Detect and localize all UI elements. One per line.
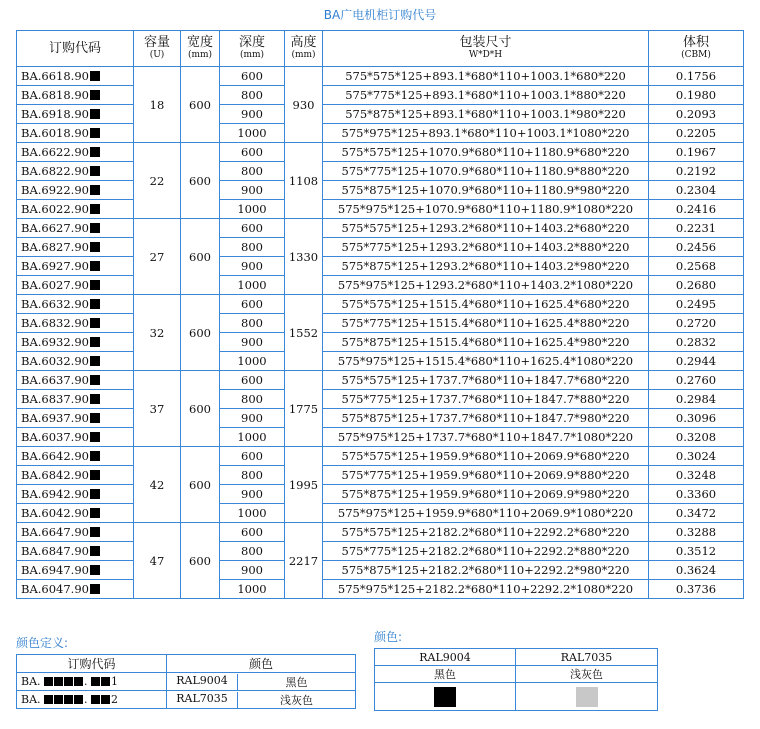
order-code-cell — [17, 485, 134, 504]
color-placeholder-block — [90, 508, 100, 518]
order-code-cell — [17, 466, 134, 485]
depth-cell: 1000 — [220, 200, 285, 219]
order-code-cell — [17, 428, 134, 447]
pack-size-cell: 575*575*125+1070.9*680*110+1180.9*680*220 — [323, 143, 649, 162]
height-cell: 1995 — [285, 447, 323, 523]
order-code: BA.6847.90 — [21, 544, 89, 558]
color-placeholder-block — [90, 546, 100, 556]
pack-size-cell: 575*575*125+1293.2*680*110+1403.2*680*220 — [323, 219, 649, 238]
order-code: BA.6927.90 — [21, 259, 89, 273]
order-code-cell — [17, 447, 134, 466]
swatch-color-name: 浅灰色 — [516, 666, 658, 683]
volume-cell: 0.2231 — [649, 219, 744, 238]
width-cell: 600 — [181, 371, 220, 447]
volume-cell: 0.1980 — [649, 86, 744, 105]
pack-size-cell: 575*775*125+1515.4*680*110+1625.4*880*220 — [323, 314, 649, 333]
depth-cell: 600 — [220, 523, 285, 542]
pack-size-cell: 575*975*125+1515.4*680*110+1625.4*1080*220 — [323, 352, 649, 371]
color-placeholder-block — [90, 109, 100, 119]
table-row — [17, 523, 744, 542]
color-placeholder-block — [90, 71, 100, 81]
order-code-cell — [17, 580, 134, 599]
pack-size-cell: 575*975*125+893.1*680*110+1003.1*1080*220 — [323, 124, 649, 143]
color-placeholder-block — [90, 413, 100, 423]
order-code: BA.6837.90 — [21, 392, 89, 406]
table-row — [17, 580, 744, 599]
table-row — [17, 314, 744, 333]
pack-size-cell: 575*875*125+1070.9*680*110+1180.9*980*220 — [323, 181, 649, 200]
depth-cell: 1000 — [220, 580, 285, 599]
placeholder-square — [101, 695, 110, 704]
color-name: 黑色 — [285, 675, 308, 689]
pack-size-cell: 575*775*125+1959.9*680*110+2069.9*880*220 — [323, 466, 649, 485]
capacity-cell: 18 — [134, 67, 181, 143]
code-separator: . — [84, 675, 88, 688]
volume-cell: 0.3624 — [649, 561, 744, 580]
code-prefix: BA. — [21, 693, 41, 706]
color-swatch — [576, 687, 598, 707]
order-code-table — [16, 30, 744, 599]
volume-cell: 0.3360 — [649, 485, 744, 504]
color-placeholder-block — [90, 584, 100, 594]
depth-cell: 900 — [220, 181, 285, 200]
order-code-cell — [17, 86, 134, 105]
order-code-cell — [17, 143, 134, 162]
volume-cell: 0.2304 — [649, 181, 744, 200]
color-placeholder-block — [90, 299, 100, 309]
table-row — [17, 561, 744, 580]
order-code: BA.6618.90 — [21, 69, 89, 83]
placeholder-square — [64, 677, 73, 686]
color-placeholder-block — [90, 204, 100, 214]
depth-cell: 600 — [220, 219, 285, 238]
order-code-cell — [17, 523, 134, 542]
swatch-cell — [516, 683, 658, 711]
swatch-cell — [375, 683, 516, 711]
pack-size-cell: 575*875*125+1515.4*680*110+1625.4*980*220 — [323, 333, 649, 352]
volume-cell: 0.1756 — [649, 67, 744, 86]
table-row — [17, 238, 744, 257]
volume-cell: 0.2944 — [649, 352, 744, 371]
table-row — [17, 466, 744, 485]
height-cell: 1330 — [285, 219, 323, 295]
color-placeholder-block — [90, 375, 100, 385]
cdef-row — [17, 691, 356, 709]
order-code: BA.6932.90 — [21, 335, 89, 349]
order-code-cell — [17, 105, 134, 124]
placeholder-square — [64, 695, 73, 704]
capacity-cell: 22 — [134, 143, 181, 219]
volume-cell: 0.2720 — [649, 314, 744, 333]
order-code-cell — [17, 238, 134, 257]
cdef-code-cell — [17, 673, 167, 691]
volume-cell: 0.2984 — [649, 390, 744, 409]
width-cell: 600 — [181, 143, 220, 219]
pack-size-cell: 575*975*125+1737.7*680*110+1847.7*1080*220 — [323, 428, 649, 447]
height-cell: 1108 — [285, 143, 323, 219]
volume-cell: 0.2680 — [649, 276, 744, 295]
cdef-row — [17, 673, 356, 691]
pack-size-cell: 575*775*125+1070.9*680*110+1180.9*880*220 — [323, 162, 649, 181]
cdef-header-code: 订购代码 — [17, 655, 167, 673]
color-placeholder-block — [90, 527, 100, 537]
color-placeholder-block — [90, 280, 100, 290]
depth-cell: 1000 — [220, 352, 285, 371]
color-placeholder-block — [90, 261, 100, 271]
order-code: BA.6042.90 — [21, 506, 89, 520]
volume-cell: 0.2192 — [649, 162, 744, 181]
order-code-cell — [17, 333, 134, 352]
order-code: BA.6047.90 — [21, 582, 89, 596]
order-code-cell — [17, 295, 134, 314]
placeholder-square — [74, 695, 83, 704]
table-row — [17, 409, 744, 428]
capacity-cell: 37 — [134, 371, 181, 447]
width-cell: 600 — [181, 295, 220, 371]
volume-cell: 0.3208 — [649, 428, 744, 447]
color-placeholder-block — [90, 147, 100, 157]
depth-cell: 900 — [220, 333, 285, 352]
width-cell: 600 — [181, 523, 220, 599]
pack-size-cell: 575*875*125+893.1*680*110+1003.1*980*220 — [323, 105, 649, 124]
order-code: BA.6942.90 — [21, 487, 89, 501]
table-row — [17, 276, 744, 295]
header-width: 宽度 (mm) — [181, 31, 220, 67]
order-code: BA.6027.90 — [21, 278, 89, 292]
table-row — [17, 86, 744, 105]
depth-cell: 900 — [220, 257, 285, 276]
placeholder-square — [44, 677, 53, 686]
pack-size-cell: 575*975*125+2182.2*680*110+2292.2*1080*220 — [323, 580, 649, 599]
table-row — [17, 257, 744, 276]
order-code-cell — [17, 257, 134, 276]
placeholder-square — [54, 695, 63, 704]
order-code-cell — [17, 67, 134, 86]
depth-cell: 800 — [220, 390, 285, 409]
volume-cell: 0.3472 — [649, 504, 744, 523]
order-code-cell — [17, 352, 134, 371]
color-placeholder-block — [90, 356, 100, 366]
table-row — [17, 67, 744, 86]
depth-cell: 600 — [220, 143, 285, 162]
volume-cell: 0.2456 — [649, 238, 744, 257]
volume-cell: 0.3248 — [649, 466, 744, 485]
depth-cell: 1000 — [220, 124, 285, 143]
order-code-cell — [17, 124, 134, 143]
color-placeholder-block — [90, 166, 100, 176]
capacity-cell: 27 — [134, 219, 181, 295]
order-code: BA.6827.90 — [21, 240, 89, 254]
pack-size-cell: 575*975*125+1293.2*680*110+1403.2*1080*220 — [323, 276, 649, 295]
color-placeholder-block — [90, 470, 100, 480]
ral-code: RAL7035 — [167, 692, 238, 708]
order-code: BA.6937.90 — [21, 411, 89, 425]
color-placeholder-block — [90, 90, 100, 100]
depth-cell: 900 — [220, 485, 285, 504]
order-code: BA.6637.90 — [21, 373, 89, 387]
volume-cell: 0.2205 — [649, 124, 744, 143]
volume-cell: 0.2495 — [649, 295, 744, 314]
order-code-cell — [17, 219, 134, 238]
pack-size-cell: 575*775*125+2182.2*680*110+2292.2*880*220 — [323, 542, 649, 561]
pack-size-cell: 575*975*125+1959.9*680*110+2069.9*1080*220 — [323, 504, 649, 523]
volume-cell: 0.3096 — [649, 409, 744, 428]
order-code: BA.6018.90 — [21, 126, 89, 140]
volume-cell: 0.1967 — [649, 143, 744, 162]
color-placeholder-block — [90, 318, 100, 328]
color-name: 浅灰色 — [280, 693, 313, 707]
order-code-cell — [17, 561, 134, 580]
depth-cell: 800 — [220, 238, 285, 257]
depth-cell: 1000 — [220, 428, 285, 447]
volume-cell: 0.3288 — [649, 523, 744, 542]
order-code: BA.6647.90 — [21, 525, 89, 539]
depth-cell: 800 — [220, 314, 285, 333]
pack-size-cell: 575*575*125+893.1*680*110+1003.1*680*220 — [323, 67, 649, 86]
volume-cell: 0.2760 — [649, 371, 744, 390]
depth-cell: 900 — [220, 105, 285, 124]
order-code: BA.6032.90 — [21, 354, 89, 368]
color-placeholder-block — [90, 394, 100, 404]
height-cell: 1775 — [285, 371, 323, 447]
pack-size-cell: 575*775*125+893.1*680*110+1003.1*880*220 — [323, 86, 649, 105]
header-pack-size: 包装尺寸 W*D*H — [323, 31, 649, 67]
header-depth: 深度 (mm) — [220, 31, 285, 67]
table-row — [17, 333, 744, 352]
table-row — [17, 485, 744, 504]
depth-cell: 1000 — [220, 276, 285, 295]
depth-cell: 900 — [220, 409, 285, 428]
capacity-cell: 32 — [134, 295, 181, 371]
table-row — [17, 504, 744, 523]
volume-cell: 0.2568 — [649, 257, 744, 276]
depth-cell: 800 — [220, 86, 285, 105]
pack-size-cell: 575*775*125+1737.7*680*110+1847.7*880*220 — [323, 390, 649, 409]
volume-cell: 0.2093 — [649, 105, 744, 124]
swatch-ral-label: RAL7035 — [516, 649, 658, 666]
depth-cell: 900 — [220, 561, 285, 580]
order-code-cell — [17, 314, 134, 333]
capacity-cell: 47 — [134, 523, 181, 599]
volume-cell: 0.2832 — [649, 333, 744, 352]
volume-cell: 0.3736 — [649, 580, 744, 599]
table-header-row — [17, 31, 744, 67]
width-cell: 600 — [181, 67, 220, 143]
color-definition-heading: 颜色定义: — [16, 636, 69, 650]
order-code: BA.6037.90 — [21, 430, 89, 444]
pack-size-cell: 575*575*125+1515.4*680*110+1625.4*680*220 — [323, 295, 649, 314]
table-row — [17, 390, 744, 409]
order-code: BA.6818.90 — [21, 88, 89, 102]
placeholder-square — [91, 677, 100, 686]
table-row — [17, 200, 744, 219]
order-code-cell — [17, 371, 134, 390]
height-cell: 1552 — [285, 295, 323, 371]
table-row — [17, 105, 744, 124]
height-cell: 2217 — [285, 523, 323, 599]
placeholder-square — [74, 677, 83, 686]
order-code: BA.6832.90 — [21, 316, 89, 330]
ral-code: RAL9004 — [167, 674, 238, 690]
pack-size-cell: 575*575*125+1737.7*680*110+1847.7*680*220 — [323, 371, 649, 390]
depth-cell: 800 — [220, 466, 285, 485]
page-title: BA广电机柜订购代号 — [323, 8, 437, 22]
color-placeholder-block — [90, 128, 100, 138]
color-placeholder-block — [90, 432, 100, 442]
table-row — [17, 181, 744, 200]
placeholder-square — [91, 695, 100, 704]
order-code-cell — [17, 181, 134, 200]
code-separator: . — [84, 693, 88, 706]
pack-size-cell: 575*975*125+1070.9*680*110+1180.9*1080*220 — [323, 200, 649, 219]
table-body — [17, 67, 744, 599]
order-code: BA.6842.90 — [21, 468, 89, 482]
colors-heading: 颜色: — [374, 630, 403, 644]
color-swatch — [434, 687, 456, 707]
order-code-cell — [17, 276, 134, 295]
depth-cell: 600 — [220, 447, 285, 466]
swatch-color-name: 黑色 — [375, 666, 516, 683]
order-code-cell — [17, 409, 134, 428]
swatch-ral-label: RAL9004 — [375, 649, 516, 666]
order-code: BA.6022.90 — [21, 202, 89, 216]
color-placeholder-block — [90, 489, 100, 499]
color-placeholder-block — [90, 451, 100, 461]
order-code-cell — [17, 542, 134, 561]
depth-cell: 600 — [220, 67, 285, 86]
pack-size-cell: 575*575*125+1959.9*680*110+2069.9*680*220 — [323, 447, 649, 466]
placeholder-square — [101, 677, 110, 686]
cdef-header-color: 颜色 — [167, 655, 356, 673]
volume-cell: 0.3024 — [649, 447, 744, 466]
table-row — [17, 219, 744, 238]
header-volume: 体积 (CBM) — [649, 31, 744, 67]
order-code: BA.6642.90 — [21, 449, 89, 463]
cdef-code-cell — [17, 691, 167, 709]
depth-cell: 600 — [220, 295, 285, 314]
table-row — [17, 124, 744, 143]
table-row — [17, 143, 744, 162]
cdef-color-cell — [167, 691, 356, 709]
pack-size-cell: 575*875*125+1959.9*680*110+2069.9*980*220 — [323, 485, 649, 504]
header-capacity: 容量 (U) — [134, 31, 181, 67]
color-placeholder-block — [90, 242, 100, 252]
order-code: BA.6632.90 — [21, 297, 89, 311]
pack-size-cell: 575*775*125+1293.2*680*110+1403.2*880*220 — [323, 238, 649, 257]
width-cell: 600 — [181, 447, 220, 523]
order-code: BA.6627.90 — [21, 221, 89, 235]
table-row — [17, 428, 744, 447]
height-cell: 930 — [285, 67, 323, 143]
volume-cell: 0.3512 — [649, 542, 744, 561]
pack-size-cell: 575*875*125+2182.2*680*110+2292.2*980*220 — [323, 561, 649, 580]
order-code: BA.6922.90 — [21, 183, 89, 197]
depth-cell: 600 — [220, 371, 285, 390]
placeholder-square — [54, 677, 63, 686]
pack-size-cell: 575*875*125+1293.2*680*110+1403.2*980*220 — [323, 257, 649, 276]
depth-cell: 800 — [220, 162, 285, 181]
header-code: 订购代码 — [17, 31, 134, 67]
table-row — [17, 371, 744, 390]
color-placeholder-block — [90, 185, 100, 195]
cdef-color-cell — [167, 673, 356, 691]
capacity-cell: 42 — [134, 447, 181, 523]
table-row — [17, 542, 744, 561]
order-code-cell — [17, 200, 134, 219]
order-code-cell — [17, 162, 134, 181]
code-suffix: 1 — [111, 675, 119, 688]
pack-size-cell: 575*575*125+2182.2*680*110+2292.2*680*220 — [323, 523, 649, 542]
code-prefix: BA. — [21, 675, 41, 688]
placeholder-square — [44, 695, 53, 704]
order-code: BA.6822.90 — [21, 164, 89, 178]
depth-cell: 800 — [220, 542, 285, 561]
table-row — [17, 295, 744, 314]
volume-cell: 0.2416 — [649, 200, 744, 219]
table-row — [17, 447, 744, 466]
header-height: 高度 (mm) — [285, 31, 323, 67]
order-code-cell — [17, 390, 134, 409]
pack-size-cell: 575*875*125+1737.7*680*110+1847.7*980*220 — [323, 409, 649, 428]
color-placeholder-block — [90, 223, 100, 233]
order-code: BA.6947.90 — [21, 563, 89, 577]
width-cell: 600 — [181, 219, 220, 295]
color-placeholder-block — [90, 337, 100, 347]
table-row — [17, 162, 744, 181]
color-definition-table — [16, 654, 356, 709]
depth-cell: 1000 — [220, 504, 285, 523]
color-placeholder-block — [90, 565, 100, 575]
code-suffix: 2 — [111, 693, 119, 706]
order-code-cell — [17, 504, 134, 523]
color-swatch-table — [374, 648, 658, 711]
table-row — [17, 352, 744, 371]
order-code: BA.6918.90 — [21, 107, 89, 121]
order-code: BA.6622.90 — [21, 145, 89, 159]
